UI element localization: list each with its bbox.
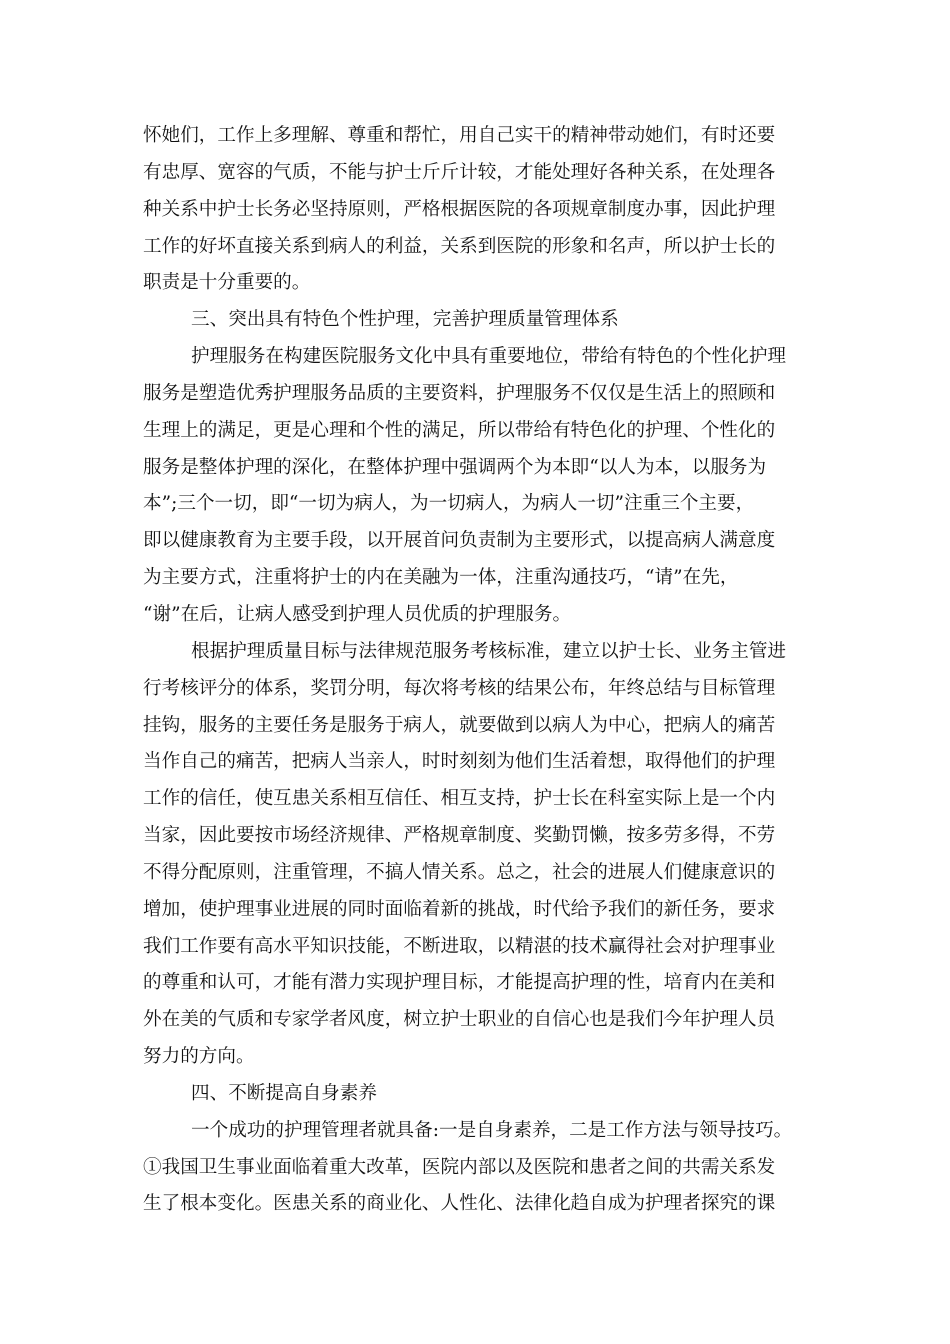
text-line: 当家，因此要按市场经济规律、严格规章制度、奖勤罚懒，按多劳多得，不劳 bbox=[143, 825, 776, 847]
text-line: 一个成功的护理管理者就具备:一是自身素养，二是工作方法与领导技巧。 bbox=[191, 1119, 793, 1141]
text-line: 即以健康教育为主要手段，以开展首问负责制为主要形式，以提高病人满意度 bbox=[143, 530, 776, 552]
text-line: 的尊重和认可，才能有潜力实现护理目标，才能提高护理的性，培育内在美和 bbox=[143, 972, 776, 994]
text-line: 努力的方向。 bbox=[143, 1046, 255, 1068]
text-line: 增加，使护理事业进展的同时面临着新的挑战，时代给予我们的新任务，要求 bbox=[143, 898, 776, 920]
text-line: 工作的信任，使互患关系相互信任、相互支持，护士长在科室实际上是一个内 bbox=[143, 788, 776, 810]
text-line: 挂钩，服务的主要任务是服务于病人，就要做到以病人为中心，把病人的痛苦 bbox=[143, 714, 776, 736]
text-line: 生理上的满足，更是心理和个性的满足，所以带给有特色化的护理、个性化的 bbox=[143, 419, 776, 441]
text-line: 种关系中护士长务必坚持原则，严格根据医院的各项规章制度办事，因此护理 bbox=[143, 198, 776, 220]
text-line: 为主要方式，注重将护士的内在美融为一体，注重沟通技巧，“请”在先， bbox=[143, 567, 739, 589]
text-line: ①我国卫生事业面临着重大改革，医院内部以及医院和患者之间的共需关系发 bbox=[143, 1156, 776, 1178]
text-line: 职责是十分重要的。 bbox=[143, 272, 311, 294]
text-line: “谢”在后，让病人感受到护理人员优质的护理服务。 bbox=[143, 603, 572, 625]
text-line: 不得分配原则，注重管理，不搞人情关系。总之，社会的进展人们健康意识的 bbox=[143, 861, 776, 883]
body-text bbox=[143, 118, 813, 1223]
text-line: 怀她们，工作上多理解、尊重和帮忙，用自己实干的精神带动她们，有时还要 bbox=[143, 125, 776, 146]
text-line: 工作的好坏直接关系到病人的利益，关系到医院的形象和名声，所以护士长的 bbox=[143, 235, 776, 257]
text-line: 我们工作要有高水平知识技能，不断进取，以精湛的技术赢得社会对护理事业 bbox=[143, 935, 776, 957]
text-line: 护理服务在构建医院服务文化中具有重要地位，带给有特色的个性化护理 bbox=[191, 346, 787, 368]
text-line: 四、不断提高自身素养 bbox=[191, 1082, 377, 1104]
text-line: 服务是塑造优秀护理服务品质的主要资料，护理服务不仅仅是生活上的照顾和 bbox=[143, 382, 776, 404]
text-line: 本”;三个一切，即“一切为病人，为一切病人，为病人一切”注重三个主要， bbox=[143, 493, 755, 515]
text-line: 根据护理质量目标与法律规范服务考核标准，建立以护士长、业务主管进 bbox=[191, 640, 787, 662]
text-line: 当作自己的痛苦，把病人当亲人，时时刻刻为他们生活着想，取得他们的护理 bbox=[143, 751, 776, 773]
text-line: 行考核评分的体系，奖罚分明，每次将考核的结果公布，年终总结与目标管理 bbox=[143, 677, 776, 699]
text-line: 三、突出具有特色个性护理，完善护理质量管理体系 bbox=[191, 309, 619, 331]
text-line: 生了根本变化。医患关系的商业化、人性化、法律化趋自成为护理者探究的课 bbox=[143, 1193, 776, 1215]
text-line: 外在美的气质和专家学者风度，树立护士职业的自信心也是我们今年护理人员 bbox=[143, 1009, 776, 1031]
text-line: 服务是整体护理的深化，在整体护理中强调两个为本即“以人为本，以服务为 bbox=[143, 456, 767, 478]
text-line: 有忠厚、宽容的气质，不能与护士斤斤计较，才能处理好各种关系，在处理各 bbox=[143, 161, 776, 183]
